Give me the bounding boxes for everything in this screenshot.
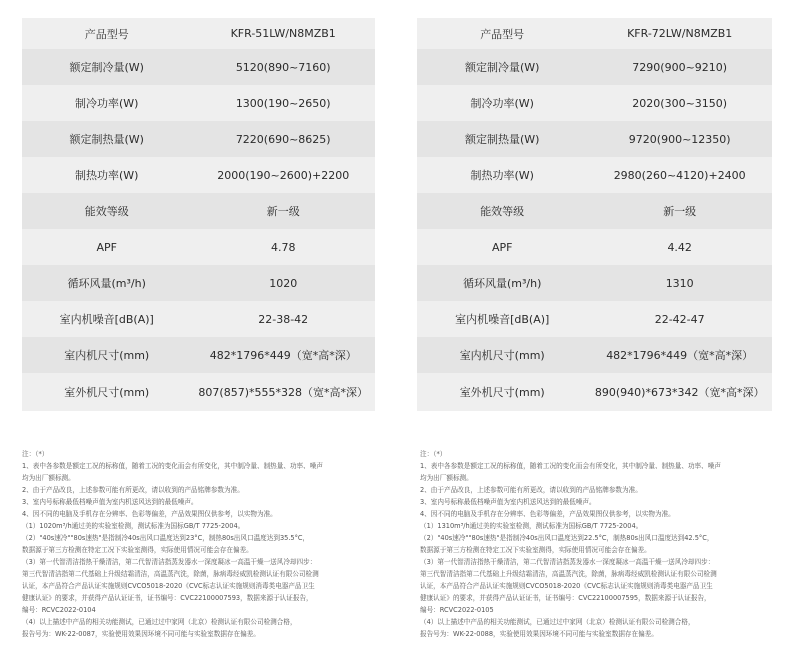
note-line: 注：（*） bbox=[22, 450, 49, 458]
row-energy-grade bbox=[22, 193, 375, 229]
note-line: 报告号为：WK-22-0088，实验使用效果因环境不同可能与实验室数据存在偏差。 bbox=[420, 630, 658, 638]
row-heating-capacity bbox=[22, 121, 375, 157]
notes-right bbox=[420, 448, 786, 640]
row-value: 1310 bbox=[665, 276, 694, 290]
row-value: KFR-51LW/N8MZB1 bbox=[230, 27, 336, 40]
note-line: （3）第一代智清洁指热干燥清洁，第二代智清洁指蒸发器水一深度凝冰一高温干燥一送风冷却四步： bbox=[420, 558, 715, 566]
note-line: 数据源于第三方检测在特定工况下实验室测得，实际使用情况可能会存在偏差。 bbox=[420, 546, 651, 554]
row-label: 能效等级 bbox=[84, 205, 129, 218]
row-airflow bbox=[22, 265, 375, 301]
note-line: 3、室内号标称最低档噪声值为室内机送风达到的最低噪声。 bbox=[22, 498, 198, 506]
row-label: 室内机噪音[dB(A)] bbox=[455, 313, 550, 326]
spec-panel-right bbox=[417, 18, 772, 411]
row-value: 890(940)*673*342（宽*高*深） bbox=[594, 386, 765, 399]
note-line: 均为出厂额标测。 bbox=[22, 474, 75, 482]
row-cooling-power bbox=[417, 85, 772, 121]
note-line: 健康认证》的要求，并获得产品认证证书，证书编号：CVC22100007595，数据来源于认证报告， bbox=[420, 594, 711, 602]
note-line: （2）"40s速冷""80s速热"是指制冷40s出风口温度达到23°C，制热80s出风口温度达到35.5°C， bbox=[22, 534, 310, 542]
row-heating-capacity bbox=[417, 121, 772, 157]
note-line: 认证，本产品符合产品认证实施规则CVCO5018-2020《CVC标志认证实施规则消毒类电器产品卫生 bbox=[420, 582, 713, 590]
note-line: 第三代智清洁指第二代基础上升级结霜清洁，高温蒸汽洗，除菌，脉病毒经威凯检测认证有限公司检测 bbox=[22, 570, 319, 578]
note-line: 1、表中各参数是额定工况的标称值，随着工况的变化而会有所变化，其中制冷量、制热量、功率、噪声 bbox=[420, 462, 721, 470]
row-value: 4.78 bbox=[270, 240, 296, 254]
row-label: 产品型号 bbox=[480, 27, 525, 41]
row-value: 9720(900~12350) bbox=[628, 132, 731, 146]
row-value: 新一级 bbox=[663, 205, 697, 218]
row-label: 室内机尺寸(mm) bbox=[459, 349, 545, 362]
row-cooling-capacity bbox=[22, 49, 375, 85]
row-value: 1300(190~2650) bbox=[235, 96, 331, 110]
row-value: 2020(300~3150) bbox=[632, 96, 728, 110]
row-value: 22-42-47 bbox=[654, 312, 705, 326]
row-label: 制冷功率(W) bbox=[74, 97, 139, 110]
row-indoor-size bbox=[22, 337, 375, 373]
row-cooling-power bbox=[22, 85, 375, 121]
row-label: 室内机尺寸(mm) bbox=[64, 349, 150, 362]
note-line: 报告号为：WK-22-0087，实验使用效果因环境不同可能与实验室数据存在偏差。 bbox=[22, 630, 260, 638]
note-line: 均为出厂额标测。 bbox=[420, 474, 473, 482]
row-label: 额定制冷量(W) bbox=[69, 61, 144, 74]
spec-table-right bbox=[417, 18, 772, 411]
row-label: APF bbox=[491, 240, 513, 254]
note-line: 数据源于第三方检测在特定工况下实验室测得，实际使用情况可能会存在偏差。 bbox=[22, 546, 253, 554]
row-label: 制热功率(W) bbox=[470, 169, 534, 182]
row-model bbox=[22, 18, 375, 49]
row-value: 2980(260~4120)+2400 bbox=[613, 168, 746, 182]
note-line: 注：（*） bbox=[420, 450, 447, 458]
note-line: （4）以上描述中产品的相关功能测试，已通过过中家网（北京）检测认证有限公司检测合格， bbox=[420, 618, 695, 626]
note-line: 4、因不同的电脑及手机存在分辨率、色彩等偏差，产品效果图仅供参考，以实物为准。 bbox=[22, 510, 277, 518]
row-label: 额定制热量(W) bbox=[69, 133, 144, 146]
row-energy-grade bbox=[417, 193, 772, 229]
row-label: 室内机噪音[dB(A)] bbox=[59, 313, 154, 326]
note-line: 1、表中各参数是额定工况的标称值，随着工况的变化而会有所变化，其中制冷量、制热量、功率、噪声 bbox=[22, 462, 323, 470]
note-line: 3、室内号标称最低档噪声值为室内机送风达到的最低噪声。 bbox=[420, 498, 596, 506]
row-airflow bbox=[417, 265, 772, 301]
row-label: 室外机尺寸(mm) bbox=[64, 386, 150, 399]
row-label: 能效等级 bbox=[480, 205, 525, 218]
row-value: KFR-72LW/N8MZB1 bbox=[627, 27, 733, 40]
row-value: 22-38-42 bbox=[258, 312, 309, 326]
row-value: 5120(890~7160) bbox=[235, 60, 331, 74]
note-line: 健康认证》的要求，并获得产品认证证书，证书编号：CVC22100007593，数据来源于认证报告， bbox=[22, 594, 313, 602]
note-line: （3）第一代智清洁指热干燥清洁，第二代智清洁指蒸发器水一深度凝冰一高温干燥一送风冷却四步： bbox=[22, 558, 317, 566]
row-outdoor-size bbox=[417, 373, 772, 411]
row-value: 新一级 bbox=[266, 205, 300, 218]
row-label: 制冷功率(W) bbox=[470, 97, 534, 110]
note-line: 2、由于产品改良，上述参数可能有所更改，请以收到的产品铭牌参数为准。 bbox=[22, 486, 244, 494]
row-label: 制热功率(W) bbox=[74, 169, 139, 182]
note-line: （4）以上描述中产品的相关功能测试，已通过过中家网（北京）检测认证有限公司检测合格， bbox=[22, 618, 297, 626]
row-label: 额定制热量(W) bbox=[464, 133, 540, 146]
note-line: （2）"40s速冷""80s速热"是指制冷40s出风口温度达到22.5°C，制热80s出风口温度达到42.5°C， bbox=[420, 534, 714, 542]
row-label: 额定制冷量(W) bbox=[464, 61, 540, 74]
row-value: 2000(190~2600)+2200 bbox=[217, 168, 350, 182]
row-label: 循环风量(m³/h) bbox=[463, 277, 542, 290]
note-line: 认证，本产品符合产品认证实施规则CVCO5018-2020《CVC标志认证实施规则消毒类电器产品卫生 bbox=[22, 582, 315, 590]
row-value: 7220(690~8625) bbox=[235, 132, 331, 146]
note-line: （1）1020m³/h通过美的实验室检测，测试标准为国标GB/T 7725-2004。 bbox=[22, 522, 245, 530]
row-value: 807(857)*555*328（宽*高*深） bbox=[198, 386, 368, 399]
row-value: 4.42 bbox=[667, 240, 692, 254]
row-value: 482*1796*449（宽*高*深） bbox=[606, 349, 754, 362]
row-apf bbox=[417, 229, 772, 265]
spec-panel-left bbox=[22, 18, 375, 411]
row-cooling-capacity bbox=[417, 49, 772, 85]
note-line: 编号：RCVC2022-0104 bbox=[22, 606, 96, 614]
row-apf bbox=[22, 229, 375, 265]
note-line: 编号：RCVC2022-0105 bbox=[420, 606, 494, 614]
row-heating-power bbox=[22, 157, 375, 193]
row-indoor-noise bbox=[22, 301, 375, 337]
spec-table-left bbox=[22, 18, 375, 411]
row-value: 7290(900~9210) bbox=[632, 60, 728, 74]
note-line: 2、由于产品改良，上述参数可能有所更改，请以收到的产品铭牌参数为准。 bbox=[420, 486, 642, 494]
row-label: 循环风量(m³/h) bbox=[67, 277, 146, 290]
row-value: 482*1796*449（宽*高*深） bbox=[209, 349, 357, 362]
notes-left bbox=[22, 448, 386, 640]
row-indoor-size bbox=[417, 337, 772, 373]
row-label: 产品型号 bbox=[84, 27, 129, 41]
row-heating-power bbox=[417, 157, 772, 193]
row-value: 1020 bbox=[269, 276, 298, 290]
row-label: 室外机尺寸(mm) bbox=[459, 386, 545, 399]
note-line: 第三代智清洁指第二代基础上升级结霜清洁，高温蒸汽洗，除菌，脉病毒经威凯检测认证有限公司检测 bbox=[420, 570, 717, 578]
row-outdoor-size bbox=[22, 373, 375, 411]
note-line: 4、因不同的电脑及手机存在分辨率、色彩等偏差，产品效果图仅供参考，以实物为准。 bbox=[420, 510, 675, 518]
row-indoor-noise bbox=[417, 301, 772, 337]
row-label: APF bbox=[96, 240, 117, 254]
row-model bbox=[417, 18, 772, 49]
note-line: （1）1310m³/h通过美的实验室检测，测试标准为国标GB/T 7725-2004。 bbox=[420, 522, 643, 530]
